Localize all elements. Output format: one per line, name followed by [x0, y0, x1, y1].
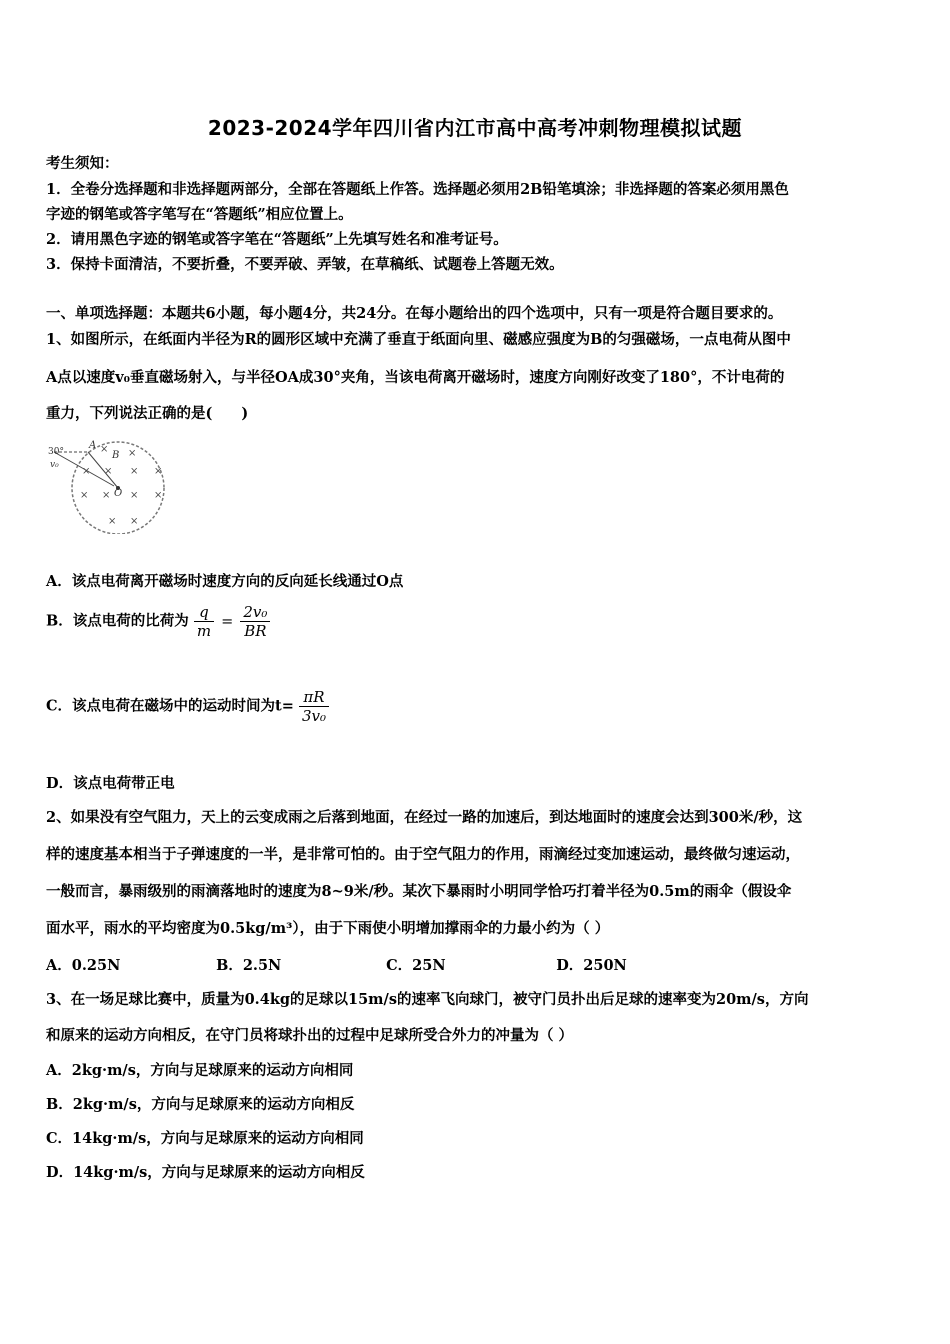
svg-text:×: × [108, 516, 117, 527]
svg-text:×: × [104, 466, 113, 477]
figure-point-a-label: A [89, 440, 97, 451]
svg-text:×: × [130, 466, 139, 477]
q1-option-b-prefix: B．该点电荷的比荷为 [46, 612, 189, 630]
page-title: 2023-2024学年四川省内江市高中高考冲刺物理模拟试题 [207, 116, 743, 140]
svg-text:×: × [80, 490, 89, 501]
figure-center-o-label: O [114, 488, 123, 499]
notice-heading: 考生须知： [46, 155, 119, 172]
q3-option: C．14kg·m/s，方向与足球原来的运动方向相同 [46, 1130, 364, 1147]
q1-stem-line: 1、如图所示，在纸面内半径为R的圆形区域中充满了垂直于纸面向里、磁感应强度为B的匀强磁场，一点电荷从图中 [46, 331, 791, 348]
figure-velocity-label: v₀ [50, 460, 59, 470]
q1-stem-line: A点以速度v₀垂直磁场射入，与半径OA成30°夹角，当该电荷离开磁场时，速度方向刚好改变了180°，不计电荷的 [46, 369, 785, 386]
q2-stem-line: 面水平，雨水的平均密度为0.5kg/m³），由于下雨使小明增加撑雨伞的力最小约为（ ） [46, 920, 610, 937]
q2-option: A．0.25N [46, 957, 121, 974]
fraction-2v0-over-br: $\frac{\text{2v₀}}{BR}$ [240, 603, 270, 640]
notice-item: 3．保持卡面清洁，不要折叠，不要弄破、弄皱，在草稿纸、试题卷上答题无效。 [46, 256, 564, 273]
q2-option: B．2.5N [216, 957, 282, 974]
q3-option: A．2kg·m/s，方向与足球原来的运动方向相同 [46, 1062, 354, 1079]
q2-stem-line: 一般而言，暴雨级别的雨滴落地时的速度为8~9米/秒。某次下暴雨时小明同学恰巧打着半径为0.5m的雨伞（假设伞 [46, 883, 792, 900]
q1-option-c [46, 688, 329, 725]
figure-field-b-label: B [112, 450, 120, 461]
q1-option-c-prefix: C．该点电荷在磁场中的运动时间为t= [46, 697, 294, 715]
figure-angle-label: 30° [48, 447, 64, 457]
q3-option: B．2kg·m/s，方向与足球原来的运动方向相反 [46, 1096, 355, 1113]
notice-item: 字迹的钢笔或答字笔写在“答题纸”相应位置上。 [46, 206, 353, 223]
q1-option-b: B．该点电荷的比荷为 $\frac{q}{m}$ = $\frac{\text{2v₀}}{BR}$ [46, 603, 270, 640]
svg-text:×: × [154, 466, 163, 477]
fraction-pir-over-3v0: $\frac{\pi R}{\text{3v₀}}$ [299, 688, 329, 725]
svg-text:×: × [128, 448, 137, 459]
section-heading: 一、单项选择题：本题共6小题，每小题4分，共24分。在每小题给出的四个选项中，只有一项是符合题目要求的。 [46, 305, 783, 322]
q2-stem-line: 2、如果没有空气阻力，天上的云变成雨之后落到地面，在经过一路的加速后，到达地面时的速度会达到300米/秒，这 [46, 809, 803, 826]
q2-options [46, 954, 721, 975]
q2-stem-line: 样的速度基本相当于子弹速度的一半，是非常可怕的。由于空气阻力的作用，雨滴经过变加速运动，最终做匀速运动， [46, 846, 800, 863]
notice-item: 2．请用黑色字迹的钢笔或答字笔在“答题纸”上先填写姓名和准考证号。 [46, 231, 508, 248]
svg-text:×: × [100, 444, 109, 455]
fraction-q-over-m: $\frac{q}{m}$ [194, 603, 214, 640]
magnetic-field-figure [44, 434, 174, 534]
q3-stem-line: 3、在一场足球比赛中，质量为0.4kg的足球以15m/s的速率飞向球门，被守门员扑出后足球的速率变为20m/s，方向 [46, 991, 809, 1008]
q1-option-a: A．该点电荷离开磁场时速度方向的反向延长线通过O点 [46, 573, 404, 590]
svg-text:×: × [130, 490, 139, 501]
svg-text:×: × [102, 490, 111, 501]
q2-option: C．25N [386, 957, 446, 974]
svg-text:×: × [82, 466, 91, 477]
svg-text:×: × [154, 490, 163, 501]
svg-text:×: × [130, 516, 139, 527]
q1-stem-line: 重力，下列说法正确的是( ) [46, 405, 249, 422]
q1-option-d: D．该点电荷带正电 [46, 775, 175, 792]
q3-stem-line: 和原来的运动方向相反，在守门员将球扑出的过程中足球所受合外力的冲量为（ ） [46, 1027, 574, 1044]
notice-item: 1．全卷分选择题和非选择题两部分，全部在答题纸上作答。选择题必须用2B铅笔填涂；非选择题的答案必须用黑色 [46, 181, 789, 198]
q3-option: D．14kg·m/s，方向与足球原来的运动方向相反 [46, 1164, 365, 1181]
q2-option: D．250N [556, 957, 627, 974]
